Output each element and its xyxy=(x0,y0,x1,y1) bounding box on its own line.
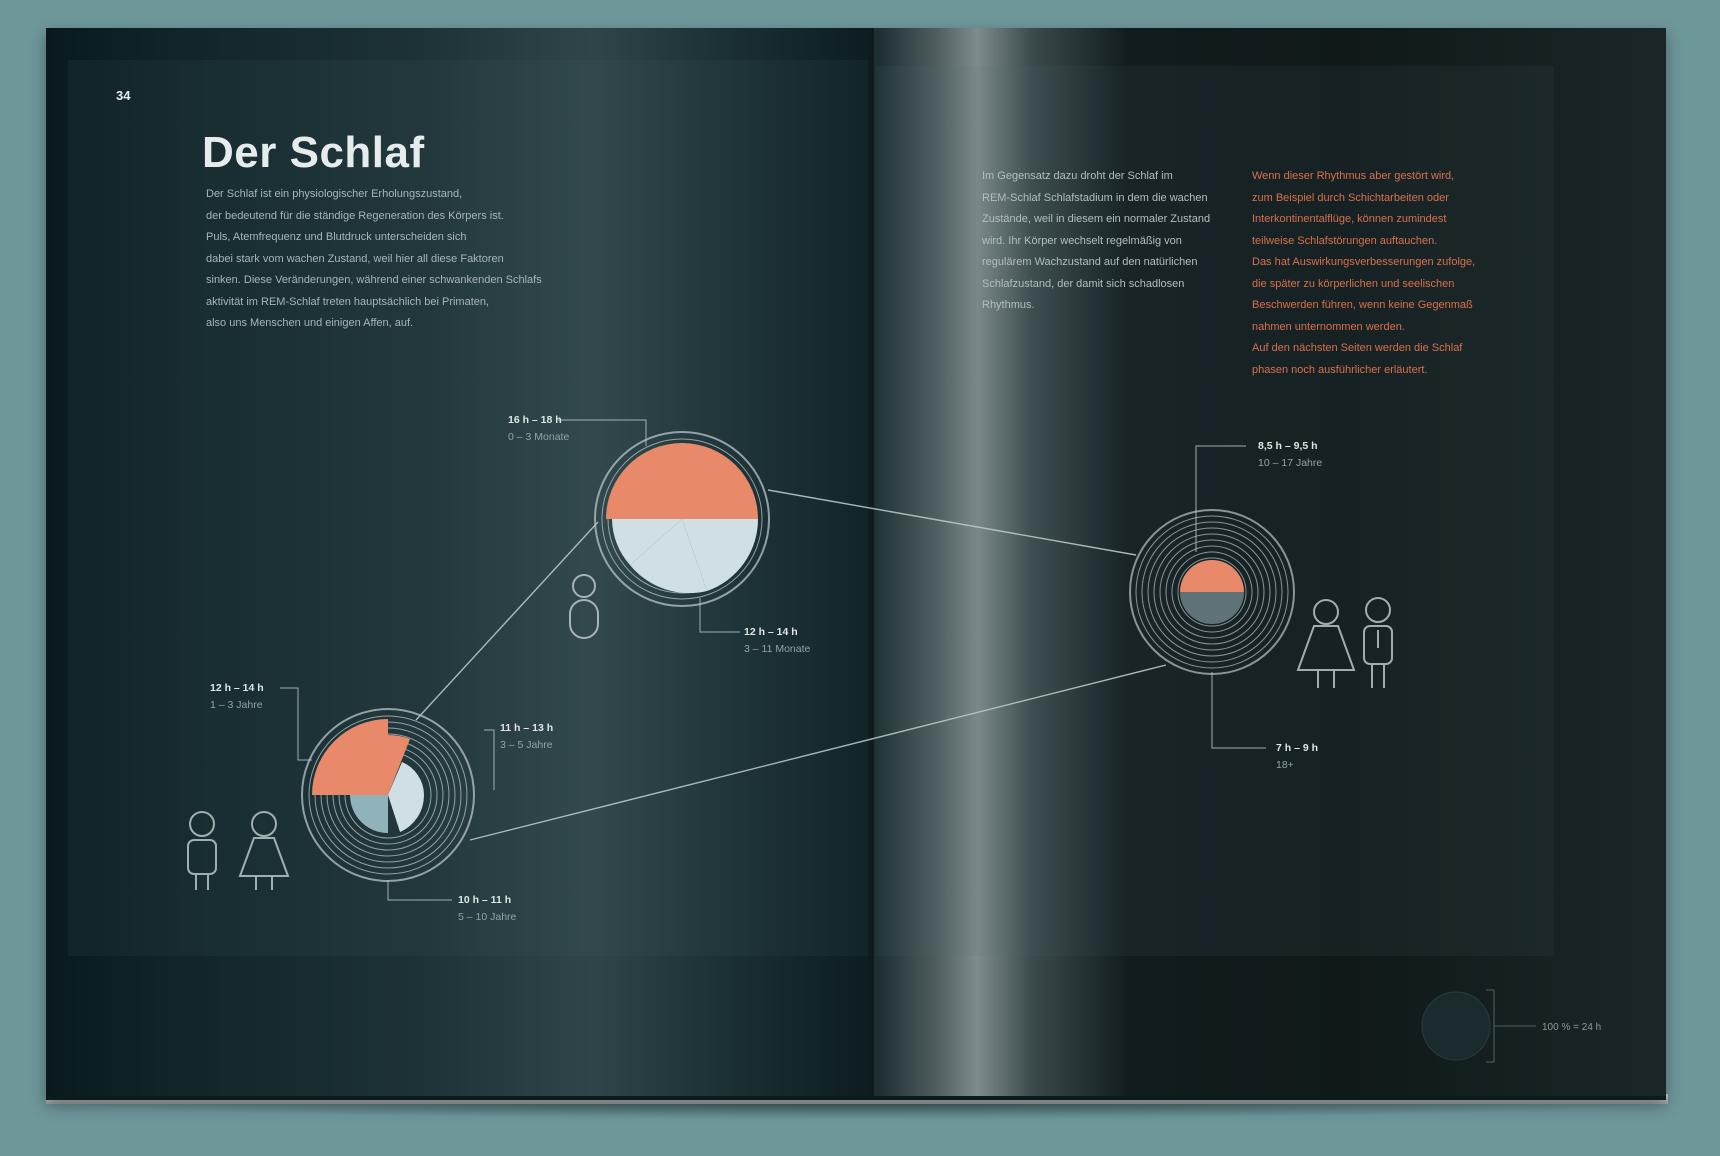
label-child-bottom xyxy=(458,892,516,926)
sleep-chart-child xyxy=(302,709,474,881)
intro-line: der bedeutend für die ständige Regeneration des Körpers ist. xyxy=(206,209,504,222)
right-col2-line: Wenn dieser Rhythmus aber gestört wird, xyxy=(1252,170,1455,182)
connector-line xyxy=(768,490,1136,555)
right-col1-line: Zustände, weil in diesem ein normaler Zustand xyxy=(982,213,1211,225)
scale-legend-label: 100 % = 24 h xyxy=(1542,1022,1602,1033)
right-col1-line: wird. Ihr Körper wechselt regelmäßig von xyxy=(982,234,1182,247)
intro-line: sinken. Diese Veränderungen, während einer schwankenden Schlafs xyxy=(206,274,542,286)
label-value: 12 h – 14 h xyxy=(210,682,264,694)
label-age: 1 – 3 Jahre xyxy=(210,699,263,711)
girl-icon xyxy=(240,812,288,890)
right-col2-line: nahmen unternommen werden. xyxy=(1252,320,1405,333)
label-child-left xyxy=(210,680,264,714)
man-icon xyxy=(1364,598,1392,688)
label-value: 11 h – 13 h xyxy=(500,722,554,734)
chart-segment xyxy=(312,719,388,795)
right-col1-line: Rhythmus. xyxy=(982,299,1035,311)
chart-segment xyxy=(682,443,758,519)
right-col1-line: REM-Schlaf Schlafstadium in dem die wachen xyxy=(982,191,1208,204)
page-number: 34 xyxy=(116,88,131,103)
right-col2-line: zum Beispiel durch Schichtarbeiten oder xyxy=(1252,191,1449,204)
sleep-chart-infant xyxy=(595,432,769,606)
chart-segment xyxy=(1180,560,1244,592)
label-age: 3 – 11 Monate xyxy=(744,643,811,655)
page-title: Der Schlaf xyxy=(202,128,425,177)
label-child-right xyxy=(500,720,553,754)
label-value: 10 h – 11 h xyxy=(458,894,512,906)
label-adult-bottom xyxy=(1276,740,1318,774)
chart-segment xyxy=(388,795,424,832)
label-value: 7 h – 9 h xyxy=(1276,742,1319,754)
scale-legend xyxy=(1422,990,1536,1062)
connector-lines xyxy=(416,490,1166,840)
right-col2-line: phasen noch ausführlicher erläutert. xyxy=(1252,363,1428,376)
label-age: 3 – 5 Jahre xyxy=(500,739,553,751)
right-col2-line: Interkontinentalflüge, können zumindest xyxy=(1252,213,1447,225)
label-adult-top xyxy=(1258,438,1322,472)
right-col1-line: Im Gegensatz dazu droht der Schlaf im xyxy=(982,170,1173,182)
intro-line: dabei stark vom wachen Zustand, weil hier all diese Faktoren xyxy=(206,252,504,265)
label-value: 12 h – 14 h xyxy=(744,626,798,638)
leader-lines xyxy=(280,420,1266,900)
right-col2-line: Das hat Auswirkungsverbesserungen zufolge, xyxy=(1252,256,1476,268)
boy-icon xyxy=(188,812,216,890)
chart-segment xyxy=(1180,592,1244,624)
right-col2-line: Auf den nächsten Seiten werden die Schlaf xyxy=(1252,342,1463,354)
label-age: 0 – 3 Monate xyxy=(508,431,570,443)
right-col1-line: regulärem Wachzustand auf den natürlichen xyxy=(982,256,1198,268)
label-age: 18+ xyxy=(1276,759,1294,771)
label-value: 16 h – 18 h xyxy=(508,414,562,426)
connector-line xyxy=(470,665,1166,840)
label-value: 8,5 h – 9,5 h xyxy=(1258,440,1318,452)
label-infant-top xyxy=(508,412,569,446)
right-col2-line: teilweise Schlafstörungen auftauchen. xyxy=(1252,234,1438,247)
chart-segment xyxy=(350,795,388,833)
intro-line: Der Schlaf ist ein physiologischer Erholungszustand, xyxy=(206,188,463,200)
right-col2-line: Beschwerden führen, wenn keine Gegenmaß xyxy=(1252,299,1473,311)
intro-line: Puls, Atemfrequenz und Blutdruck unterscheiden sich xyxy=(206,231,467,243)
baby-icon xyxy=(570,575,598,638)
label-age: 10 – 17 Jahre xyxy=(1258,457,1323,469)
sleep-chart-adult xyxy=(1130,510,1294,674)
woman-icon xyxy=(1298,600,1354,688)
intro-line: aktivität im REM-Schlaf treten hauptsächlich bei Primaten, xyxy=(206,295,490,308)
right-col2-line: die später zu körperlichen und seelischen xyxy=(1252,277,1455,290)
label-infant-bottom xyxy=(744,624,810,658)
chart-segment xyxy=(606,443,682,519)
intro-line: also uns Menschen und einigen Affen, auf. xyxy=(206,317,414,329)
right-col1-line: Schlafzustand, der damit sich schadlosen xyxy=(982,277,1185,290)
label-age: 5 – 10 Jahre xyxy=(458,911,517,923)
